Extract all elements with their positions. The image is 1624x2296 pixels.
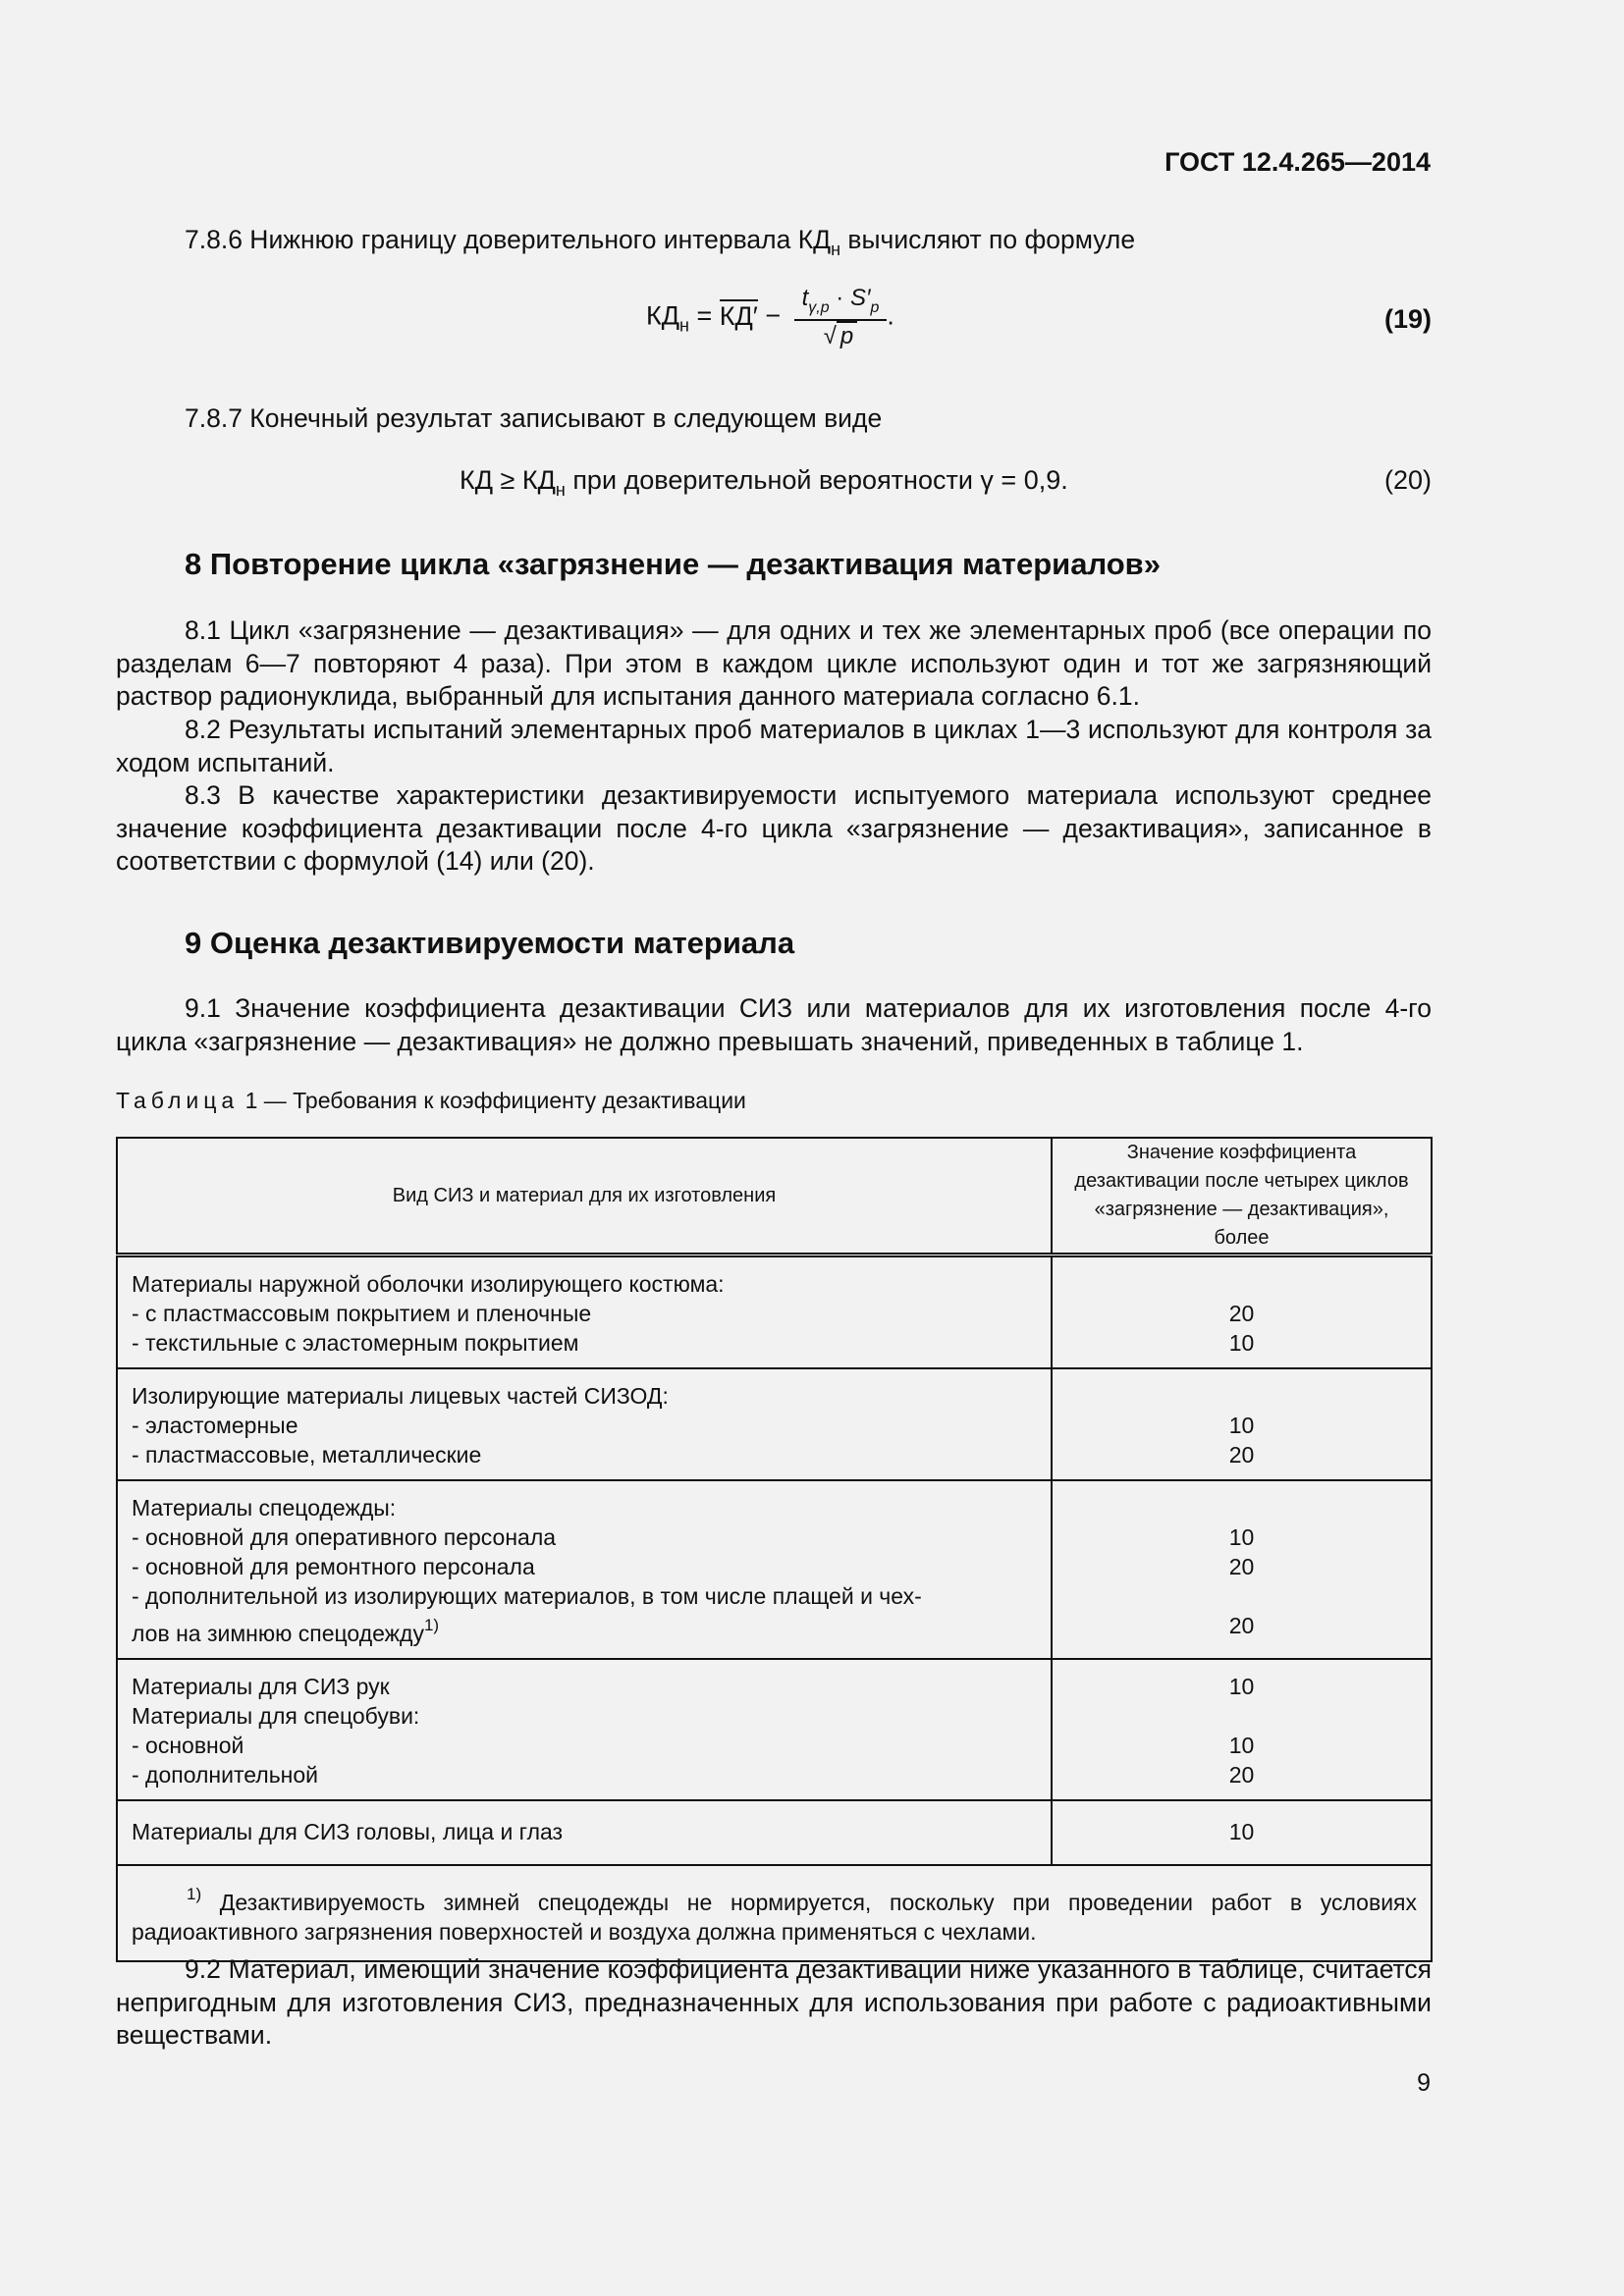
row-value-cell: 10 20 20 — [1052, 1480, 1432, 1659]
column-header-type: Вид СИЗ и материал для их изготовления — [117, 1138, 1052, 1255]
row-value-cell: 20 10 — [1052, 1255, 1432, 1369]
table-row — [117, 1800, 1432, 1865]
section-8-heading: 8 Повторение цикла «загрязнение — дезактивация материалов» — [185, 547, 1161, 581]
section-9-heading: 9 Оценка дезактивируемости материала — [185, 926, 795, 960]
row-value-cell: 10 20 — [1052, 1368, 1432, 1480]
paragraph-7-8-7: 7.8.7 Конечный результат записывают в следующем виде — [185, 403, 883, 433]
table-row — [117, 1480, 1432, 1659]
table-row — [117, 1368, 1432, 1480]
formula-19 — [116, 277, 1432, 371]
mean-symbol: КД′ — [719, 300, 758, 331]
formula-19-expression: $КД_н = КД'$ − $\frac{t_{\gamma,p} \cdot S'_p}{√ p}$ . — [646, 285, 894, 349]
table-footnote: $^{1)}$ Дезактивируемость зимней спецодежды не нормируется, поскольку при проведении работ в условиях радиоактивного загрязнения поверхностей и воздуха должна применяться с чехлами. — [117, 1865, 1432, 1961]
table-footnote-row — [117, 1865, 1432, 1961]
formula-20-expression: КД ≥ $КД_н$ при доверительной вероятности γ = 0,9. — [460, 465, 1068, 500]
fraction-numerator: $t_{\gamma,p} \cdot S'_p$ — [794, 285, 888, 321]
paragraph-9-1: 9.1 Значение коэффициента дезактивации СИЗ или материалов для их изготовления после 4-го цикла «загрязнение — дезактивация» не должно превышать значений, приведенных в таблице 1. — [116, 993, 1432, 1056]
row-value-cell: 10 — [1052, 1800, 1432, 1865]
row-value-cell: 10 10 20 — [1052, 1659, 1432, 1800]
table-row — [117, 1659, 1432, 1800]
row-type-cell: Материалы для СИЗ головы, лица и глаз — [117, 1800, 1052, 1865]
fraction-denominator: √ p — [794, 321, 888, 350]
paragraph-8-3: 8.3 В качестве характеристики дезактивируемости испытуемого материала используют среднее значение коэффициента дезактивации после 4-го цикла «загрязнение — дезактивация», записанное в соответствии с формулой (14) или (20). — [116, 780, 1432, 876]
page-number: 9 — [1417, 2069, 1431, 2097]
row-type-cell: Материалы для СИЗ рук Материалы для спецобуви: - основной - дополнительной — [117, 1659, 1052, 1800]
table-row — [117, 1255, 1432, 1369]
paragraph-9-2: 9.2 Материал, имеющий значение коэффициента дезактивации ниже указанного в таблице, считается непригодным для изготовления СИЗ, предназначенных для использования при работе с радиоактивными веществами. — [116, 1954, 1432, 2050]
row-type-cell: Изолирующие материалы лицевых частей СИЗОД: - эластомерные - пластмассовые, металлические — [117, 1368, 1052, 1480]
paragraph-7-8-6: 7.8.6 Нижнюю границу доверительного интервала $КД_н$ вычисляют по формуле — [185, 225, 1136, 259]
requirements-table — [116, 1137, 1433, 1962]
column-header-value: Значение коэффициента дезактивации после четырех циклов «загрязнение — дезактивация», более — [1052, 1138, 1432, 1255]
table-caption: Таблица 1 — Требования к коэффициенту дезактивации — [116, 1088, 746, 1113]
paragraph-8-1: 8.1 Цикл «загрязнение — дезактивация» — для одних и тех же элементарных проб (все операции по разделам 6—7 повторяют 4 раза). При этом в каждом цикле используют один и тот же загрязняющий раствор радионуклида, выбранный для испытания данного материала согласно 6.1. — [116, 615, 1432, 711]
formula-19-fraction — [794, 285, 888, 350]
table-header-row — [117, 1138, 1432, 1255]
formula-19-number: (19) — [1383, 304, 1432, 334]
footnote-marker: 1) — [423, 1616, 440, 1634]
formula-20-number: (20) — [1383, 465, 1432, 495]
document-code: ГОСТ 12.4.265—2014 — [1164, 147, 1431, 177]
formula-20 — [116, 465, 1432, 505]
row-type-cell: Материалы наружной оболочки изолирующего костюма: - с пластмассовым покрытием и пленочные - текстильные с эластомерным покрытием — [117, 1255, 1052, 1369]
paragraph-8-2: 8.2 Результаты испытаний элементарных проб материалов в циклах 1—3 используют для контроля за ходом испытаний. — [116, 715, 1432, 777]
row-type-cell: Материалы спецодежды: - основной для оперативного персонала - основной для ремонтного персонала - дополнительной из изолирующих материалов, в том числе плащей и чех- лов на зимнюю спецодежду$^{1)}$ — [117, 1480, 1052, 1659]
